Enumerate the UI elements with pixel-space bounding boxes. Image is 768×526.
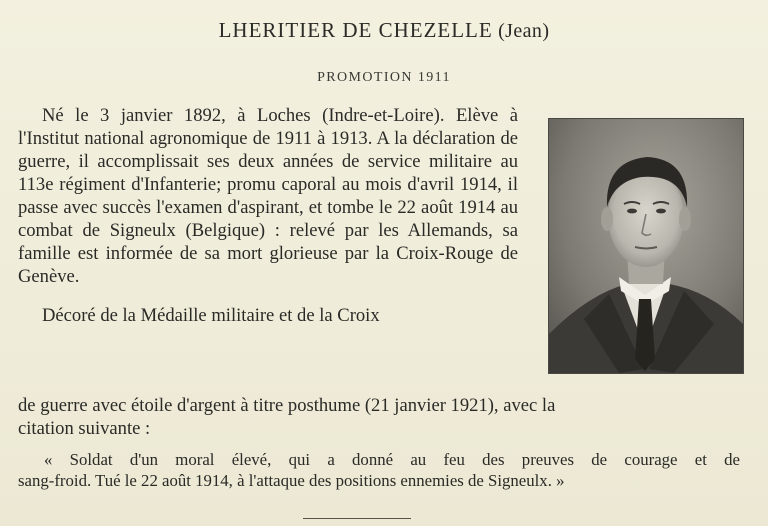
- promotion-label: PROMOTION 1911: [317, 70, 451, 85]
- citation-line-2: sang-froid. Tué le 22 août 1914, à l'attaque des positions ennemies de Signeulx. »: [18, 471, 565, 490]
- given-name: (Jean): [498, 20, 550, 42]
- citation-line-1: « Soldat d'un moral élevé, qui a donné au feu des preuves de courage et de: [44, 450, 740, 469]
- portrait-photo: [548, 118, 744, 374]
- decoration-paragraph-start: Décoré de la Médaille militaire et de la Croix: [42, 305, 380, 326]
- decoration-line-3: citation suivante :: [18, 418, 151, 439]
- portrait-image: [549, 119, 743, 373]
- citation-quote: [18, 449, 740, 491]
- biography-text: [18, 104, 518, 327]
- page-title: [0, 18, 768, 43]
- biography-paragraph: Né le 3 janvier 1892, à Loches (Indre-et-Loire). Elève à l'Institut national agronomique de 1911 à 1913. A la déclaration de guerre, il accomplissait ses deux années de service militaire au 113e régiment d'Infanterie; promu caporal au mois d'avril 1914, il passe avec succès l'examen d'aspirant, et tombe le 22 août 1914 au combat de Signeulx (Belgique) : relevé par les Allemands, sa famille est informée de sa mort glorieuse par la Croix-Rouge de Genève.: [18, 105, 518, 287]
- section-divider: [303, 518, 411, 519]
- decoration-line-2: de guerre avec étoile d'argent à titre posthume (21 janvier 1921), avec la: [18, 395, 556, 416]
- decoration-paragraph: [18, 394, 740, 440]
- surname: LHERITIER DE CHEZELLE: [218, 18, 493, 42]
